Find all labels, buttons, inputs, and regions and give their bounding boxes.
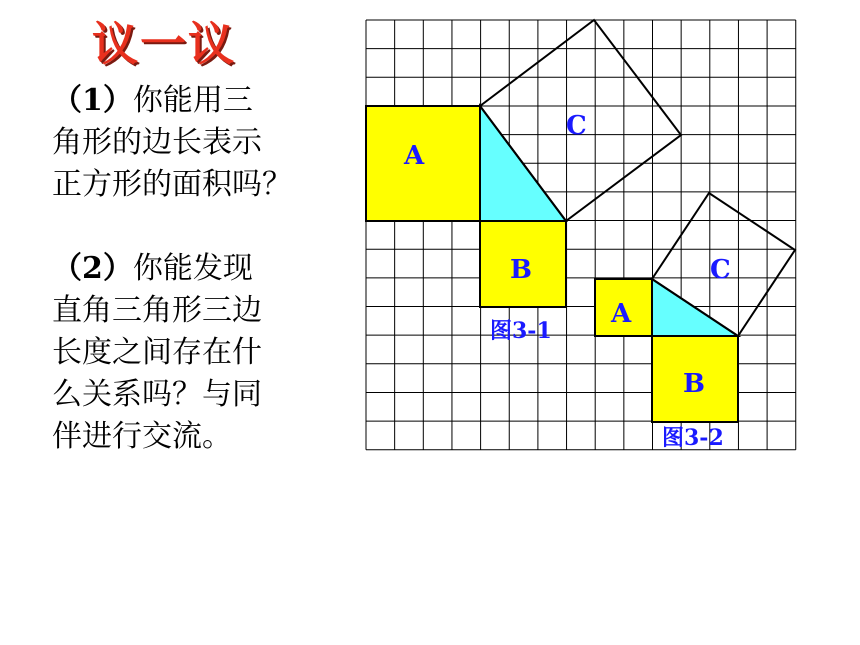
fig1-label-a: A [404, 141, 425, 171]
fig1-label-c: C [566, 111, 587, 141]
fig1-label-b: B [510, 255, 532, 285]
figure-3-2 [595, 193, 795, 451]
question-2-line-4: 么关系吗？与同 [52, 377, 262, 412]
question-2-number: （2） [52, 251, 133, 286]
question-1-line-3: 正方形的面积吗？ [52, 167, 292, 202]
fig2-caption: 图3-2 [662, 425, 724, 451]
fig2-label-b: B [683, 369, 705, 399]
question-2-line-5: 伴进行交流。 [52, 419, 232, 454]
question-1-text: 你能用三 [132, 83, 253, 118]
fig2-label-a: A [611, 299, 632, 329]
question-2-line-2: 直角三角形三边 [52, 293, 262, 328]
question-1-number: （1） [52, 83, 133, 118]
question-1-line-2: 角形的边长表示 [52, 125, 262, 160]
slide-title: 议一议 [92, 17, 236, 71]
fig1-caption: 图3-1 [490, 318, 552, 344]
question-2-line-3: 长度之间存在什 [52, 335, 262, 370]
question-2-text: 你能发现 [132, 251, 253, 286]
fig2-label-c: C [710, 255, 731, 285]
